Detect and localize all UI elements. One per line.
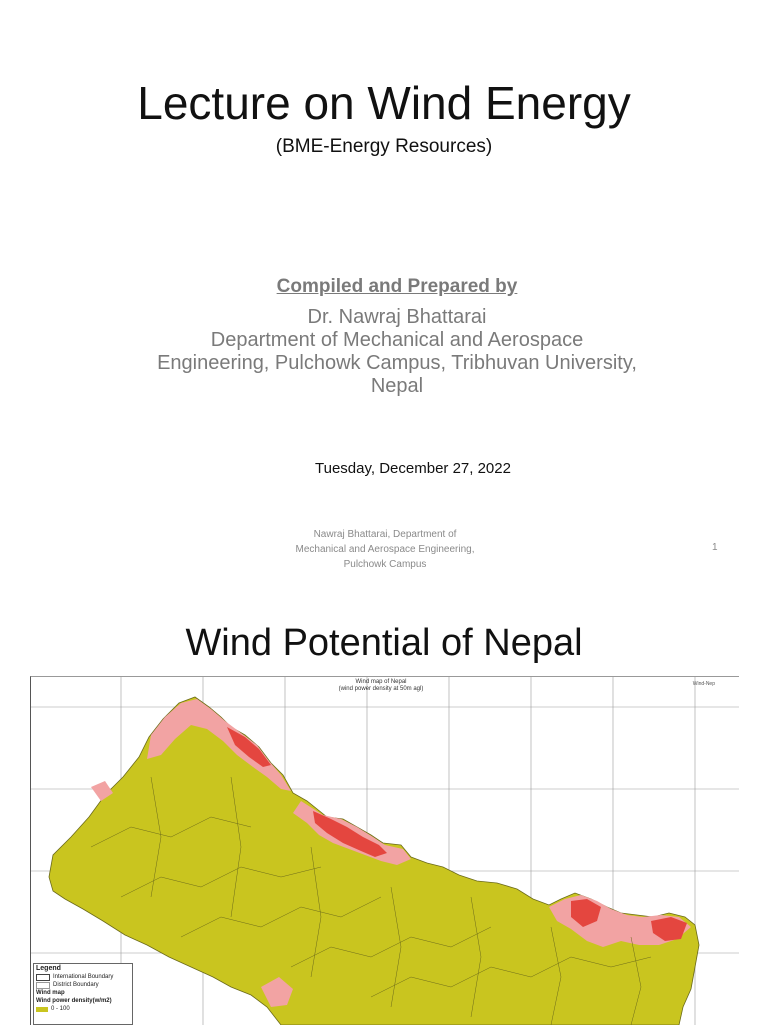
legend-item-label: International Boundary — [53, 974, 114, 980]
author-affiliation-line: Department of Mechanical and Aerospace — [210, 329, 584, 351]
slide-footer — [250, 527, 520, 572]
author-affiliation-line: Engineering, Pulchowk Campus, Tribhuvan University, — [157, 352, 637, 374]
wind-potential-slide — [0, 592, 768, 1024]
footer-line: Nawraj Bhattarai, Department of — [313, 529, 457, 540]
wind-map-of-nepal — [30, 676, 739, 1025]
legend-density-label: Wind power density(w/m2) — [36, 998, 112, 1004]
map-drawing — [31, 677, 739, 1025]
district-swatch-icon — [36, 982, 50, 989]
page-number: 1 — [712, 542, 718, 553]
map-subtitle-line: (wind power density at 50m agl) — [338, 686, 424, 692]
compiled-heading: Compiled and Prepared by — [276, 276, 518, 297]
author-affiliation-line: Nepal — [370, 375, 424, 397]
legend-item — [36, 1005, 130, 1013]
footer-line: Mechanical and Aerospace Engineering, — [295, 544, 475, 555]
slide-subtitle: (BME-Energy Resources) — [275, 136, 493, 157]
legend-class-label: 0 - 100 — [51, 1006, 70, 1012]
slide-title: Lecture on Wind Energy — [137, 77, 631, 129]
density-class-swatch-icon — [36, 1007, 48, 1012]
map-title — [281, 679, 481, 693]
legend-wind-map-label: Wind map — [36, 990, 65, 996]
author-name: Dr. Nawraj Bhattarai — [307, 306, 487, 328]
map-legend — [33, 963, 133, 1025]
map-corner-label: Wind-Nep — [692, 681, 715, 687]
legend-title: Legend — [36, 965, 61, 972]
author-block — [0, 306, 768, 398]
nepal-land-area — [49, 697, 699, 1025]
legend-item-label: District Boundary — [53, 982, 99, 988]
legend-item — [36, 981, 130, 989]
slide-date: Tuesday, December 27, 2022 — [315, 460, 511, 477]
slide-title: Wind Potential of Nepal — [185, 622, 583, 664]
footer-line: Pulchowk Campus — [343, 559, 427, 570]
boundary-swatch-icon — [36, 974, 50, 981]
legend-item — [36, 973, 130, 981]
map-title-line: Wind map of Nepal — [355, 679, 407, 685]
